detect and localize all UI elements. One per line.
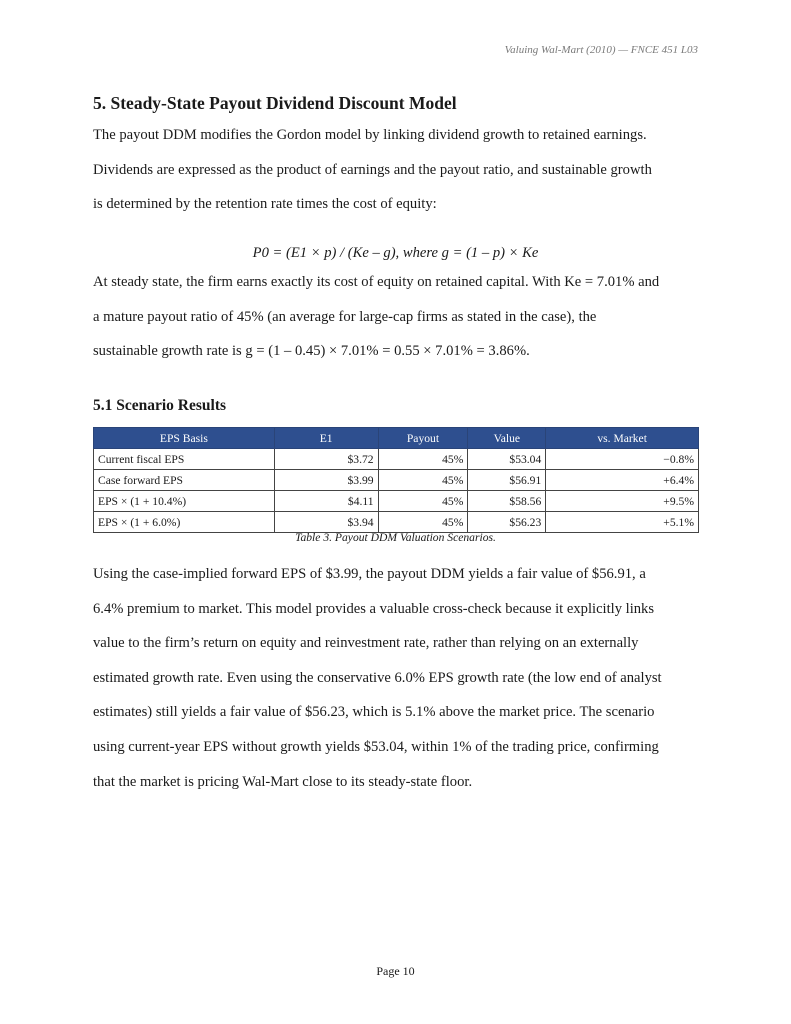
cell-value: $56.91 [468, 470, 546, 491]
cell-vs-market: −0.8% [546, 449, 699, 470]
cell-payout: 45% [378, 470, 468, 491]
cell-payout: 45% [378, 512, 468, 533]
cell-vs-market: +9.5% [546, 491, 699, 512]
discussion-line: estimated growth rate. Even using the conservative 6.0% EPS growth rate (the low end of analyst [93, 669, 662, 686]
table-row [94, 449, 699, 470]
cell-eps-basis: EPS × (1 + 10.4%) [94, 491, 275, 512]
intro-paragraph [93, 118, 701, 222]
cell-eps-basis: Current fiscal EPS [94, 449, 275, 470]
column-header-payout: Payout [378, 428, 468, 449]
discussion-line: value to the firm’s return on equity and reinvestment rate, rather than relying on an externally [93, 635, 639, 652]
column-header-e1: E1 [274, 428, 378, 449]
cell-e1: $4.11 [274, 491, 378, 512]
running-header: Valuing Wal-Mart (2010) — FNCE 451 L03 [504, 44, 698, 56]
intro-line: Dividends are expressed as the product of earnings and the payout ratio, and sustainable growth [93, 161, 652, 178]
page-number: Page 10 [376, 964, 415, 978]
cell-e1: $3.72 [274, 449, 378, 470]
column-header-vs-market: vs. Market [546, 428, 699, 449]
column-header-value: Value [468, 428, 546, 449]
column-header-eps-basis: EPS Basis [94, 428, 275, 449]
cell-eps-basis: EPS × (1 + 6.0%) [94, 512, 275, 533]
steady-state-paragraph [93, 265, 701, 369]
payout-ddm-formula: P0 = (E1 × p) / (Ke – g), where g = (1 – p) × Ke [252, 245, 539, 261]
discussion-paragraph [93, 557, 701, 799]
cell-value: $58.56 [468, 491, 546, 512]
cell-value: $56.23 [468, 512, 546, 533]
cell-e1: $3.99 [274, 470, 378, 491]
table-header-row [94, 428, 699, 449]
discussion-line: estimates) still yields a fair value of $56.23, which is 5.1% above the market price. The scenario [93, 704, 655, 721]
discussion-line: 6.4% premium to market. This model provides a valuable cross-check because it explicitly links [93, 600, 655, 617]
discussion-line: Using the case-implied forward EPS of $3.99, the payout DDM yields a fair value of $56.91, a [93, 566, 646, 582]
steady-line: a mature payout ratio of 45% (an average for large-cap firms as stated in the case), the [93, 308, 597, 325]
cell-payout: 45% [378, 491, 468, 512]
discussion-line: that the market is pricing Wal-Mart close to its steady-state floor. [93, 773, 473, 790]
cell-value: $53.04 [468, 449, 546, 470]
cell-vs-market: +6.4% [546, 470, 699, 491]
intro-line: is determined by the retention rate times the cost of equity: [93, 196, 437, 213]
cell-vs-market: +5.1% [546, 512, 699, 533]
scenario-table [93, 427, 699, 533]
cell-payout: 45% [378, 449, 468, 470]
section-title: 5. Steady-State Payout Dividend Discount Model [93, 93, 457, 113]
cell-e1: $3.94 [274, 512, 378, 533]
subsection-title: 5.1 Scenario Results [93, 397, 227, 414]
steady-line: sustainable growth rate is g = (1 – 0.45) × 7.01% = 0.55 × 7.01% = 3.86%. [93, 343, 530, 360]
table-caption: Table 3. Payout DDM Valuation Scenarios. [295, 531, 496, 544]
table-row [94, 491, 699, 512]
discussion-line: using current-year EPS without growth yields $53.04, within 1% of the trading price, confirming [93, 738, 659, 755]
steady-line: At steady state, the firm earns exactly its cost of equity on retained capital. With Ke = 7.01% and [93, 274, 660, 290]
cell-eps-basis: Case forward EPS [94, 470, 275, 491]
table-row [94, 470, 699, 491]
intro-line: The payout DDM modifies the Gordon model by linking dividend growth to retained earnings. [93, 127, 647, 143]
table-row [94, 512, 699, 533]
